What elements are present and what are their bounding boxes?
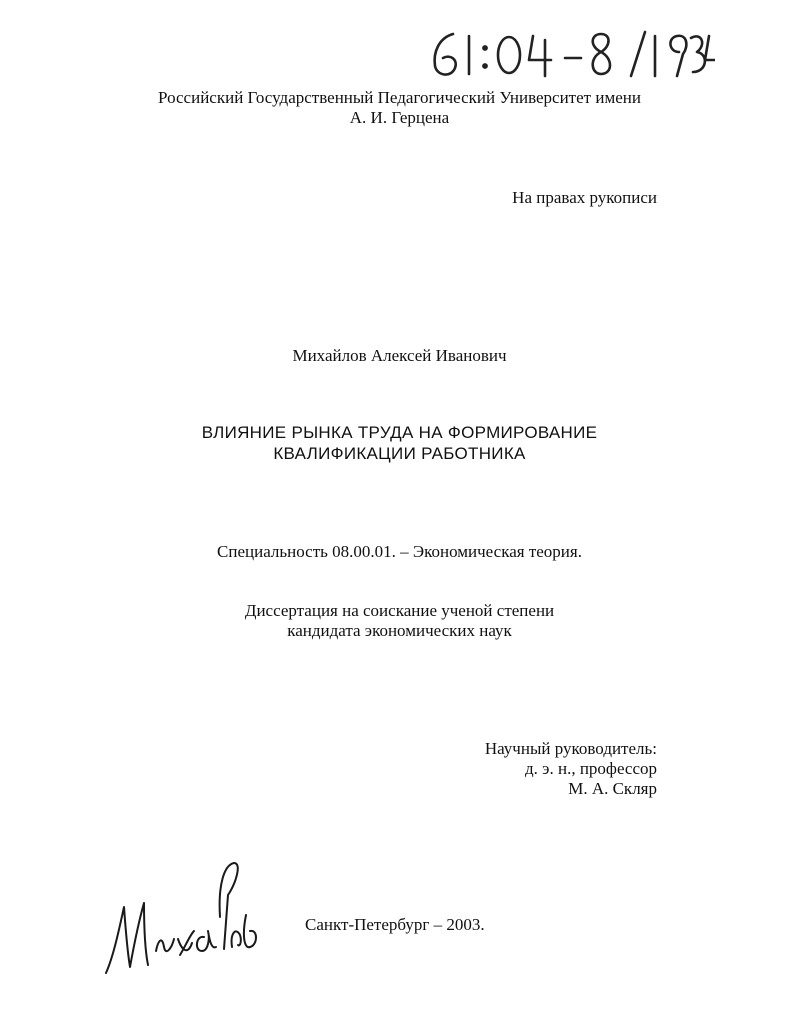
specialty: Специальность 08.00.01. – Экономическая теория. <box>217 542 582 561</box>
institution-line-1: Российский Государственный Педагогический Университет имени <box>158 88 641 107</box>
author-signature <box>100 855 270 980</box>
dissertation-title-line-1: ВЛИЯНИЕ РЫНКА ТРУДА НА ФОРМИРОВАНИЕ <box>201 423 598 442</box>
dissertation-title-line-2: КВАЛИФИКАЦИИ РАБОТНИКА <box>273 444 526 463</box>
author-name: Михайлов Алексей Иванович <box>292 346 507 365</box>
degree-line-1: Диссертация на соискание ученой степени <box>244 601 555 620</box>
supervisor-label: Научный руководитель: <box>484 739 657 758</box>
rights-note: На правах рукописи <box>512 188 657 207</box>
degree-line-2: кандидата экономических наук <box>287 621 512 640</box>
handwritten-archive-number <box>425 22 715 82</box>
supervisor-name: М. А. Скляр <box>568 779 657 798</box>
supervisor-credentials: д. э. н., профессор <box>525 759 657 778</box>
institution-line-2: А. И. Герцена <box>349 108 450 127</box>
place-year: Санкт-Петербург – 2003. <box>305 915 485 934</box>
